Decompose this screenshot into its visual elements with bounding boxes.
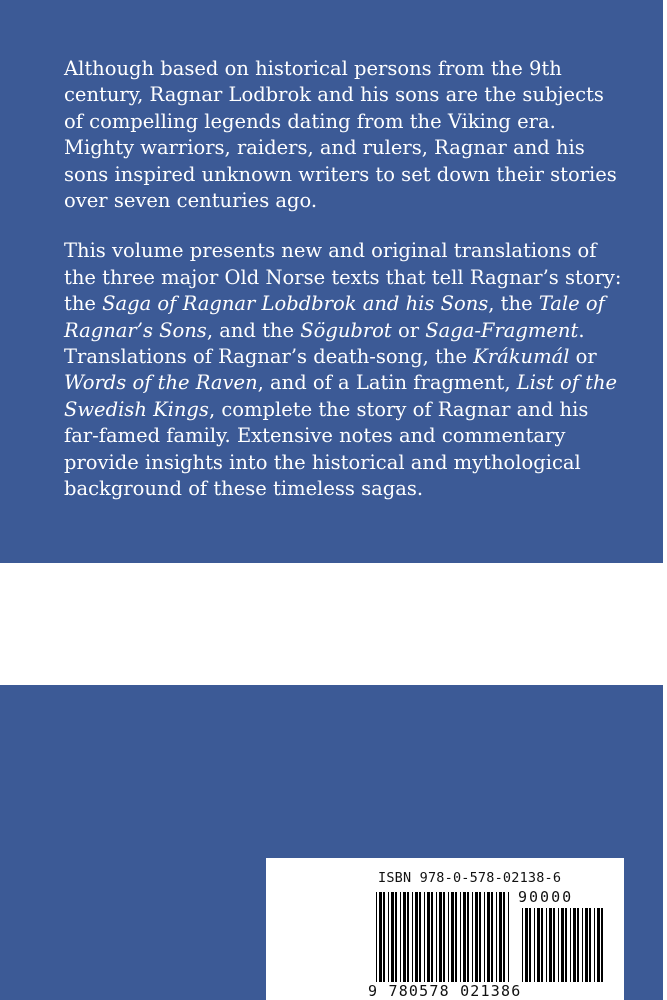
barcode-bar <box>419 892 421 982</box>
barcode-bar <box>589 908 591 982</box>
blurb-text: , the <box>488 292 539 316</box>
blurb-italic-title: List of the Swedish Kings <box>64 371 618 421</box>
blurb-paragraph-2 <box>64 238 624 502</box>
barcode-bar <box>391 892 394 982</box>
blurb-text: or <box>569 345 597 369</box>
price-addon-barcode <box>520 908 610 992</box>
barcode-bar <box>496 892 497 982</box>
barcode-bar <box>403 892 406 982</box>
barcode-bar <box>451 892 454 992</box>
barcode-bar <box>400 892 401 982</box>
barcode-bar <box>487 892 490 982</box>
barcode-bar <box>455 892 457 992</box>
isbn-label: ISBN 978-0-578-02138-6 <box>378 870 562 886</box>
barcode-bar <box>427 892 430 982</box>
barcode-bar <box>376 892 377 992</box>
blurb-italic-title: Words of the Raven <box>64 371 258 395</box>
price-code: 90000 <box>518 888 574 906</box>
barcode-bar <box>448 892 449 982</box>
barcode-bar <box>503 892 505 982</box>
barcode-bar <box>395 892 397 982</box>
barcode-bar <box>431 892 433 982</box>
barcode-bar <box>553 908 555 982</box>
barcode-bar <box>383 892 385 982</box>
blurb-text: This volume presents new and original translations of the three major Old Norse texts that tell Ragnar’s story: the <box>64 239 622 316</box>
isbn-barcode-box <box>266 858 624 1000</box>
barcode-bar <box>558 908 559 982</box>
barcode-bar <box>570 908 571 982</box>
barcode-bar <box>585 908 588 982</box>
barcode-bar <box>582 908 583 982</box>
barcode-bar <box>594 908 595 982</box>
back-cover-blurb <box>64 56 624 503</box>
barcode-bar <box>463 892 466 982</box>
barcode-bar <box>525 908 528 982</box>
blurb-text: , and of a Latin fragment, <box>257 371 517 395</box>
barcode-bar <box>534 908 535 982</box>
barcode-bar <box>467 892 469 982</box>
barcode-bar <box>546 908 547 982</box>
barcode-bar <box>388 892 389 982</box>
blurb-italic-title: Tale of Ragnar’s Sons <box>64 292 605 342</box>
barcode-bar <box>577 908 579 982</box>
barcode-bar <box>415 892 418 982</box>
barcode-bar <box>601 908 603 982</box>
blurb-text: , complete the story of Ragnar and his far-famed family. Extensive notes and commentary provide insights into the historical and mythological background of these timeless sagas. <box>64 397 589 501</box>
barcode-bar <box>508 892 509 982</box>
barcode-bar <box>541 908 543 982</box>
barcode-bar <box>424 892 425 982</box>
barcode-bar <box>573 908 576 982</box>
blurb-italic-title: Sögubrot <box>300 318 392 342</box>
barcode-bar <box>479 892 481 982</box>
barcode-bar <box>561 908 564 982</box>
ean13-barcode <box>374 892 514 992</box>
barcode-bar <box>472 892 473 982</box>
barcode-bar <box>443 892 445 982</box>
blurb-italic-title: Saga of Ragnar Lobdbrok and his Sons <box>102 292 489 316</box>
barcode-bar <box>529 908 531 982</box>
barcode-bar <box>412 892 413 982</box>
barcode-bar <box>460 892 461 982</box>
barcode-bar <box>537 908 540 982</box>
barcode-bar <box>484 892 485 982</box>
blurb-text: , and the <box>206 318 301 342</box>
barcode-bar <box>491 892 493 982</box>
blurb-text: . Translations of Ragnar’s death-song, the <box>64 318 585 369</box>
blurb-paragraph-1: Although based on historical persons from the 9th century, Ragnar Lodbrok and his sons are the subjects of compelling legends dating from the Viking era. Mighty warriors, raiders, and rulers, Ragnar and his sons inspired unknown writers to set down their stories over seven centuries ago. <box>64 57 617 213</box>
blurb-italic-title: Krákumál <box>473 345 570 369</box>
blurb-text: or <box>391 318 426 342</box>
barcode-bar <box>475 892 478 982</box>
barcode-bar <box>407 892 409 982</box>
barcode-bar <box>597 908 600 982</box>
barcode-bar <box>549 908 552 982</box>
barcode-bar <box>379 892 382 992</box>
barcode-bar <box>499 892 502 982</box>
barcode-bar <box>436 892 437 982</box>
barcode-bar <box>565 908 567 982</box>
barcode-bar <box>439 892 442 982</box>
white-band <box>0 563 667 685</box>
blurb-italic-title: Saga-Fragment <box>425 318 579 342</box>
barcode-digits: 9 780578 021386 <box>368 982 522 1000</box>
barcode-bar <box>522 908 523 982</box>
